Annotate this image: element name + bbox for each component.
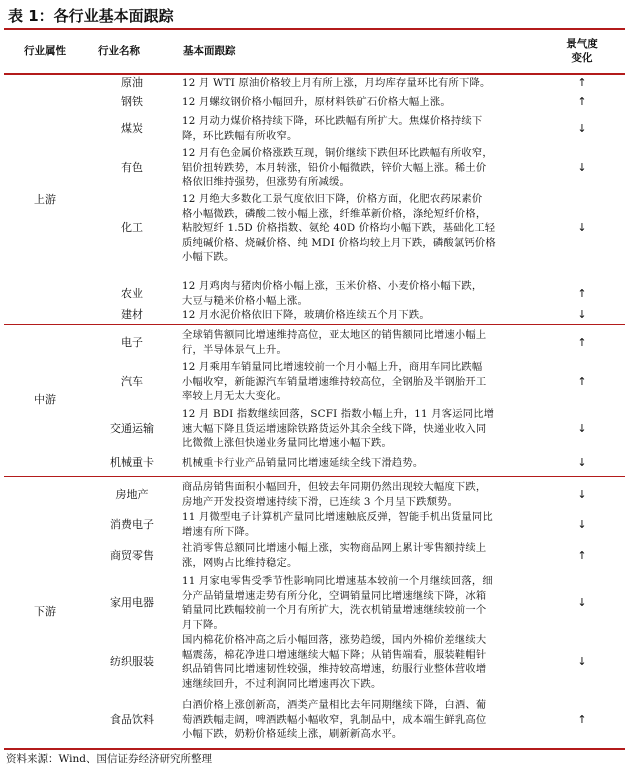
tracking-line: 月下降。 (182, 618, 224, 631)
tracking-line: 12 月鸡肉与猪肉价格小幅上涨，玉米价格、小麦价格小幅下跌， (182, 280, 483, 292)
tracking-line: 增速有所下降。 (182, 525, 256, 538)
tracking-line: 12 月乘用车销量同比增速较前一个月小幅上升，商用车同比跌幅 (182, 361, 483, 373)
group-label-downstream: 下游 (34, 605, 56, 618)
arrow-down-icon: ↓ (577, 308, 587, 322)
tracking-text (182, 574, 554, 632)
tracking-line: 11 月微型电子计算机产量同比增速触底反弹，智能手机出货量同比 (182, 511, 493, 523)
tracking-line: 商品房销售面积小幅回升，但较去年同期仍然出现较大幅度下跌， (182, 481, 487, 493)
tracking-text (182, 279, 554, 308)
tracking-text (182, 480, 554, 509)
group-label-midstream: 中游 (34, 393, 56, 406)
header-sentiment-line1: 景气度 (566, 38, 598, 50)
tracking-line: 11 月家电零售受季节性影响同比增速基本较前一个月继续回落，细 (182, 575, 493, 587)
industry-name: 交通运输 (110, 421, 154, 435)
tracking-line: 行，半导体景气上升。 (182, 343, 287, 356)
industry-name: 机械重卡 (110, 456, 154, 470)
tracking-line: 速继续回升，不过利润同比增速再次下跌。 (182, 677, 382, 690)
tracking-text (182, 698, 554, 742)
tracking-line: 12 月 WTI 原油价格较上月有所上涨，月均库存量环比有所下降。 (182, 77, 491, 89)
table-row (0, 146, 629, 190)
tracking-text (182, 633, 554, 691)
tracking-text (182, 308, 554, 323)
header-tracking: 基本面跟踪 (183, 45, 236, 57)
industry-name: 化工 (121, 221, 143, 235)
industry-name: 有色 (121, 160, 143, 174)
tracking-text (182, 95, 554, 110)
table-row (0, 328, 629, 357)
tracking-line: 12 月动力煤价格持续下降，环比跌幅有所扩大。焦煤价格持续下 (182, 115, 483, 127)
tracking-line: 全球销售额同比增速维持高位，亚太地区的销售额同比增速小幅上 (182, 329, 487, 341)
industry-name: 食品饮料 (110, 712, 154, 726)
arrow-down-icon: ↓ (577, 517, 587, 531)
arrow-down-icon: ↓ (577, 456, 587, 470)
arrow-up-icon: ↑ (577, 95, 587, 109)
table-row (0, 633, 629, 691)
header-divider (4, 73, 625, 75)
industry-name: 钢铁 (121, 95, 143, 109)
arrow-down-icon: ↓ (577, 121, 587, 135)
arrow-down-icon: ↓ (577, 160, 587, 174)
tracking-line: 格小幅微跌，磷酸二铵小幅上涨，纤维革新价格，涤纶短纤价格， (182, 207, 487, 220)
tracking-line: 格依旧维持强势，但涨势有所减缓。 (182, 176, 350, 188)
arrow-up-icon: ↑ (577, 712, 587, 726)
arrow-up-icon: ↑ (577, 286, 587, 300)
table-row (0, 114, 629, 143)
industry-name: 家用电器 (110, 596, 154, 609)
tracking-line: 分产品销量增速走势有所分化，空调销量同比增速继续下降，冰箱 (182, 589, 487, 602)
tracking-line: 小幅下跌，奶粉价格延续上涨，刷新新高水平。 (182, 728, 403, 740)
tracking-line: 12 月水泥价格依旧下降，玻璃价格连续五个月下跌。 (182, 309, 430, 321)
table-row (0, 95, 629, 110)
industry-name: 电子 (121, 335, 143, 349)
tracking-text (182, 456, 554, 471)
tracking-line: 12 月绝大多数化工景气度依旧下降，价格方面，化肥农药尿素价 (182, 193, 483, 205)
header-industry: 行业名称 (98, 45, 140, 57)
industry-name: 煤炭 (121, 121, 143, 135)
tracking-line: 速大幅下降且货运增速除铁路货运外其余全线下降，快递业收入同 (182, 422, 487, 435)
tracking-line: 房地产开发投资增速持续下滑，已连续 3 个月呈下跌颓势。 (182, 495, 459, 508)
tracking-line: 机械重卡行业产品销量同比增速延续全线下滑趋势。 (182, 457, 424, 469)
tracking-line: 降，环比跌幅有所收窄。 (182, 129, 298, 142)
table-row (0, 510, 629, 539)
tracking-text (182, 192, 554, 265)
arrow-up-icon: ↑ (577, 548, 587, 562)
tracking-text (182, 510, 554, 539)
table-row (0, 76, 629, 91)
table-row (0, 456, 629, 471)
tracking-text (182, 76, 554, 91)
tracking-line: 比微微上涨但快递业务量同比增速小幅下跌。 (182, 437, 392, 449)
tracking-text (182, 114, 554, 143)
arrow-down-icon: ↓ (577, 487, 587, 501)
group-divider-midstream (4, 476, 625, 477)
header-sentiment (562, 37, 602, 65)
tracking-line: 小幅下跌。 (182, 251, 235, 263)
table-header (0, 31, 629, 73)
tracking-text (182, 146, 554, 190)
tracking-line: 织品销售同比增速韧性较强，维持较高增速，纺服行业整体营收增 (182, 663, 487, 675)
tracking-line: 小幅收窄，新能源汽车销量增速维持较高位，全钢胎及半钢胎开工 (182, 375, 487, 388)
header-attribute: 行业属性 (24, 45, 66, 57)
arrow-up-icon: ↑ (577, 76, 587, 90)
tracking-line: 大豆与糙米价格小幅上涨。 (182, 294, 308, 307)
tracking-line: 萄酒跌幅走阔，啤酒跌幅小幅收窄，乳制品中，成本端生鲜乳高位 (182, 713, 487, 726)
industry-name: 商贸零售 (110, 548, 154, 562)
tracking-line: 涨，网购占比维持稳定。 (182, 556, 298, 569)
table-row (0, 698, 629, 742)
tracking-line: 销量同比跌幅较前一个月有所扩大，洗衣机销量增速继续较前一个 (182, 604, 487, 616)
source-note: 资料来源：Wind、国信证券经济研究所整理 (6, 753, 212, 765)
tracking-line: 社消零售总额同比增速小幅上涨，实物商品网上累计零售额持续上 (182, 542, 487, 554)
table-row (0, 308, 629, 323)
industry-name: 建材 (121, 308, 143, 322)
tracking-line: 率较上月无太大变化。 (182, 390, 287, 402)
tracking-text (182, 407, 554, 451)
tracking-line: 粘胶短纤 1.5D 价格指数、氨纶 40D 价格均小幅下跌，基础化工轻 (182, 222, 496, 234)
arrow-down-icon: ↓ (577, 655, 587, 668)
tracking-line: 国内棉花价格冲高之后小幅回落，涨势趋缓，国内外棉价差继续大 (182, 634, 487, 646)
tracking-line: 12 月 BDI 指数继续回落，SCFI 指数小幅上升，11 月客运同比增 (182, 408, 495, 420)
table-row (0, 480, 629, 509)
arrow-up-icon: ↑ (577, 374, 587, 388)
tracking-line: 幅震荡，棉花净进口增速继续大幅下降；从销售端看，服装鞋帽针 (182, 648, 487, 661)
industry-name: 消费电子 (110, 517, 154, 531)
header-sentiment-line2: 变化 (571, 52, 593, 64)
table-title-bar (4, 3, 625, 30)
table-row (0, 279, 629, 308)
table-row (0, 192, 629, 265)
arrow-up-icon: ↑ (577, 335, 587, 349)
industry-name: 纺织服装 (110, 655, 154, 668)
group-divider-upstream (4, 324, 625, 325)
table-row (0, 407, 629, 451)
table-bottom-rule (4, 748, 625, 750)
tracking-line: 铝价扭转跌势，本月转涨，铅价小幅微跌，锌价大幅上涨。稀土价 (182, 161, 487, 174)
tracking-line: 12 月螺纹钢价格小幅回升，原材料铁矿石价格大幅上涨。 (182, 96, 451, 108)
group-label-upstream: 上游 (34, 193, 56, 206)
tracking-text (182, 360, 554, 404)
industry-name: 汽车 (121, 374, 143, 388)
industry-name: 原油 (121, 76, 143, 90)
tracking-text (182, 328, 554, 357)
table-row (0, 360, 629, 404)
arrow-down-icon: ↓ (577, 596, 587, 609)
arrow-down-icon: ↓ (577, 421, 587, 435)
industry-name: 农业 (121, 286, 143, 300)
tracking-line: 白酒价格上涨创新高，酒类产量相比去年同期继续下降，白酒、葡 (182, 699, 487, 711)
tracking-line: 12 月有色金属价格涨跌互现，铜价继续下跌但环比跌幅有所收窄， (182, 147, 493, 159)
table-title: 表 1：各行业基本面跟踪 (8, 7, 174, 25)
table-row (0, 541, 629, 570)
arrow-down-icon: ↓ (577, 221, 587, 235)
industry-name: 房地产 (115, 487, 149, 501)
tracking-text (182, 541, 554, 570)
tracking-line: 质纯碱价格、烧碱价格、纯 MDI 价格均较上月下跌，磷酸氯钙价格 (182, 236, 496, 249)
table-row (0, 574, 629, 632)
